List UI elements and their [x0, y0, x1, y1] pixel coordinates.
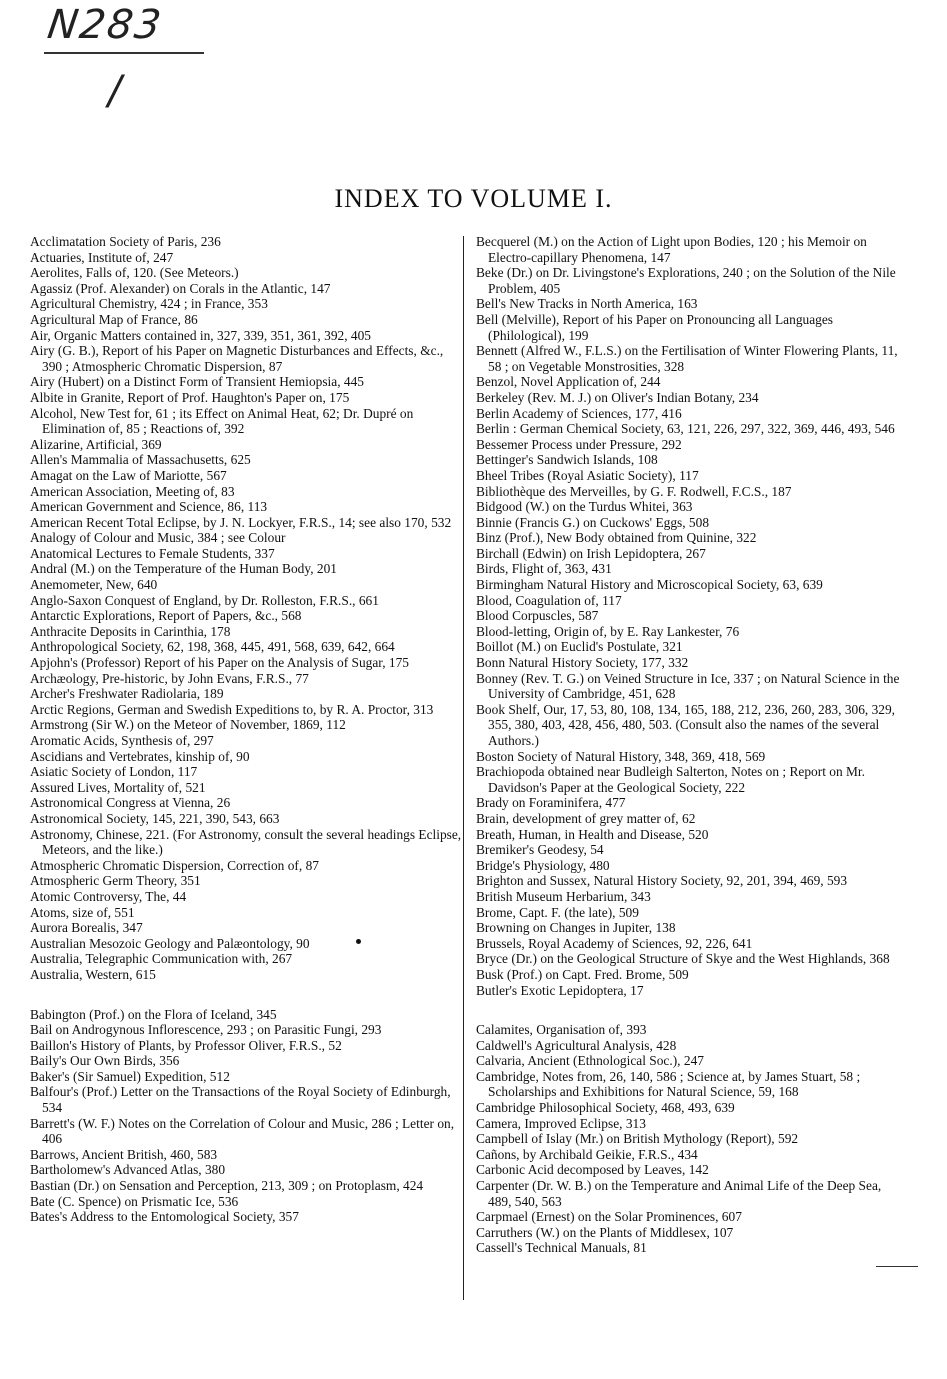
index-entry: Cañons, by Archibald Geikie, F.R.S., 434: [476, 1146, 698, 1162]
index-entry: Aerolites, Falls of, 120. (See Meteors.): [30, 265, 239, 281]
index-entry: Busk (Prof.) on Capt. Fred. Brome, 509: [476, 966, 689, 982]
stray-dash: [876, 1266, 918, 1267]
index-entry: Australia, Telegraphic Communication with, 267: [30, 951, 293, 967]
index-entry: Carpenter (Dr. W. B.) on the Temperature and Animal Life of the Deep Sea, 489, 540, 563: [476, 1178, 882, 1209]
index-entry: Bate (C. Spence) on Prismatic Ice, 536: [30, 1193, 239, 1209]
index-entry: Baker's (Sir Samuel) Expedition, 512: [30, 1068, 230, 1084]
index-entry: Assured Lives, Mortality of, 521: [30, 779, 206, 795]
index-entry: Carruthers (W.) on the Plants of Middlesex, 107: [476, 1224, 734, 1240]
index-entry: Archæology, Pre-historic, by John Evans, F.R.S., 77: [30, 670, 309, 686]
index-entry: Atoms, size of, 551: [30, 904, 135, 920]
index-entry: Australia, Western, 615: [30, 966, 156, 982]
index-entry: Calvaria, Ancient (Ethnological Soc.), 247: [476, 1053, 704, 1069]
index-entry: Birmingham Natural History and Microscopical Society, 63, 639: [476, 577, 823, 593]
index-entry: Bheel Tribes (Royal Asiatic Society), 117: [476, 467, 699, 483]
index-entry: Albite in Granite, Report of Prof. Haughton's Paper on, 175: [30, 389, 350, 405]
index-entry: Caldwell's Agricultural Analysis, 428: [476, 1037, 677, 1053]
index-entry: Airy (G. B.), Report of his Paper on Magnetic Disturbances and Effects, &c., 390 ; Atmospheric Chromatic Dispersion, 87: [30, 343, 444, 374]
index-entry: Boston Society of Natural History, 348, 369, 418, 569: [476, 748, 766, 764]
index-entry: Berlin : German Chemical Society, 63, 121, 226, 297, 322, 369, 446, 493, 546: [476, 421, 895, 437]
index-entry: Brighton and Sussex, Natural History Society, 92, 201, 394, 469, 593: [476, 873, 848, 889]
index-entry: Agassiz (Prof. Alexander) on Corals in the Atlantic, 147: [30, 280, 331, 296]
index-entry: Apjohn's (Professor) Report of his Paper on the Analysis of Sugar, 175: [30, 655, 410, 671]
section-gap: [30, 983, 462, 1007]
index-entry: Baillon's History of Plants, by Professor Oliver, F.R.S., 52: [30, 1037, 342, 1053]
index-column-right: [476, 234, 906, 1256]
index-entry: Arctic Regions, German and Swedish Expeditions to, by R. A. Proctor, 313: [30, 701, 434, 717]
index-entry: American Recent Total Eclipse, by J. N. Lockyer, F.R.S., 14; see also 170, 532: [30, 514, 452, 530]
index-entry: Baily's Our Own Birds, 356: [30, 1053, 180, 1069]
index-entry: Birds, Flight of, 363, 431: [476, 561, 612, 577]
index-entry: Antarctic Explorations, Report of Papers, &c., 568: [30, 608, 302, 624]
index-entry: Brady on Foraminifera, 477: [476, 795, 626, 811]
index-entry: Anthropological Society, 62, 198, 368, 445, 491, 568, 639, 642, 664: [30, 639, 395, 655]
index-entry: American Association, Meeting of, 83: [30, 483, 235, 499]
index-entry: Breath, Human, in Health and Disease, 520: [476, 826, 709, 842]
index-entry: Boillot (M.) on Euclid's Postulate, 321: [476, 639, 683, 655]
index-entry: Acclimatation Society of Paris, 236: [30, 234, 221, 249]
index-entry: Bastian (Dr.) on Sensation and Perception, 213, 309 ; on Protoplasm, 424: [30, 1178, 424, 1194]
index-entry: Bennett (Alfred W., F.L.S.) on the Fertilisation of Winter Flowering Plants, 11, 58 ; on Vegetable Monstrosities, 328: [476, 343, 898, 374]
column-divider: [463, 236, 464, 1300]
index-entry: Blood-letting, Origin of, by E. Ray Lankester, 76: [476, 623, 740, 639]
index-entry: Bates's Address to the Entomological Society, 357: [30, 1209, 299, 1225]
index-entry: Australian Mesozoic Geology and Palæontology, 90: [30, 935, 310, 951]
index-entry: Book Shelf, Our, 17, 53, 80, 108, 134, 165, 188, 212, 236, 260, 283, 306, 329, 355, 380, 403, 428, 456, 480, 503. (Consult also the names of the several Authors.): [476, 701, 896, 748]
index-entry: Beke (Dr.) on Dr. Livingstone's Explorations, 240 ; on the Solution of the Nile Problem, 405: [476, 265, 896, 296]
index-entry: Brain, development of grey matter of, 62: [476, 810, 696, 826]
index-entry: Campbell of Islay (Mr.) on British Mythology (Report), 592: [476, 1131, 799, 1147]
index-entry: Bell's New Tracks in North America, 163: [476, 296, 698, 312]
index-entry: Cassell's Technical Manuals, 81: [476, 1240, 647, 1256]
section-gap: [476, 998, 906, 1022]
index-entry: Carbonic Acid decomposed by Leaves, 142: [476, 1162, 709, 1178]
index-entry: Binz (Prof.), New Body obtained from Quinine, 322: [476, 530, 757, 546]
index-entry: Alizarine, Artificial, 369: [30, 436, 162, 452]
index-entry: Allen's Mammalia of Massachusetts, 625: [30, 452, 251, 468]
index-entry: Anemometer, New, 640: [30, 577, 158, 593]
index-entry: Aromatic Acids, Synthesis of, 297: [30, 733, 214, 748]
index-entry: Bail on Androgynous Inflorescence, 293 ; on Parasitic Fungi, 293: [30, 1022, 382, 1038]
index-entry: Bryce (Dr.) on the Geological Structure of Skye and the West Highlands, 368: [476, 951, 890, 967]
index-entry: Atmospheric Chromatic Dispersion, Correction of, 87: [30, 857, 319, 873]
index-entry: Brome, Capt. F. (the late), 509: [476, 904, 639, 920]
index-entry: Bettinger's Sandwich Islands, 108: [476, 452, 658, 468]
index-entry: Berkeley (Rev. M. J.) on Oliver's Indian Botany, 234: [476, 389, 759, 405]
index-entry: Amagat on the Law of Mariotte, 567: [30, 467, 227, 483]
index-entry: Butler's Exotic Lepidoptera, 17: [476, 982, 644, 998]
index-entry: Berlin Academy of Sciences, 177, 416: [476, 405, 682, 421]
index-entry: Armstrong (Sir W.) on the Meteor of November, 1869, 112: [30, 717, 346, 733]
index-entry: Aurora Borealis, 347: [30, 920, 143, 936]
index-entry: Barrett's (W. F.) Notes on the Correlation of Colour and Music, 286 ; Letter on, 406: [30, 1115, 455, 1147]
index-entry: Cambridge Philosophical Society, 468, 493, 639: [476, 1100, 735, 1116]
index-entry: Anatomical Lectures to Female Students, 337: [30, 545, 275, 561]
index-entry: Air, Organic Matters contained in, 327, 339, 351, 361, 392, 405: [30, 327, 371, 343]
index-entry: Airy (Hubert) on a Distinct Form of Transient Hemiopsia, 445: [30, 374, 364, 390]
index-entry: Atomic Controversy, The, 44: [30, 888, 187, 904]
index-entry: Bridge's Physiology, 480: [476, 857, 610, 873]
index-entry: Atmospheric Germ Theory, 351: [30, 873, 201, 889]
index-entry: Bonn Natural History Society, 177, 332: [476, 655, 689, 671]
index-entry: Becquerel (M.) on the Action of Light upon Bodies, 120 ; his Memoir on Electro-capillary Phenomena, 147: [476, 234, 867, 265]
index-entry: Agricultural Map of France, 86: [30, 311, 198, 327]
index-entry: Binnie (Francis G.) on Cuckows' Eggs, 508: [476, 514, 710, 530]
index-entry: Cambridge, Notes from, 26, 140, 586 ; Science at, by James Stuart, 58 ; Scholarships and Exhibitions for Natural Science, 59, 168: [476, 1068, 861, 1100]
index-entry: Bibliothèque des Merveilles, by G. F. Rodwell, F.C.S., 187: [476, 483, 792, 499]
page-title: INDEX TO VOLUME I.: [334, 184, 613, 213]
handwritten-underline: [44, 52, 204, 54]
index-entry: Agricultural Chemistry, 424 ; in France, 353: [30, 296, 268, 312]
index-entry: Analogy of Colour and Music, 384 ; see Colour: [30, 530, 286, 546]
index-entry: Bidgood (W.) on the Turdus Whitei, 363: [476, 499, 693, 515]
index-entry: Bell (Melville), Report of his Paper on Pronouncing all Languages (Philological), 199: [476, 311, 834, 343]
index-entry: Anglo-Saxon Conquest of England, by Dr. Rolleston, F.R.S., 661: [30, 592, 379, 608]
index-entry: Bessemer Process under Pressure, 292: [476, 436, 682, 452]
index-entry: Barrows, Ancient British, 460, 583: [30, 1146, 218, 1162]
index-entry: Benzol, Novel Application of, 244: [476, 374, 661, 390]
index-entry: Bonney (Rev. T. G.) on Veined Structure in Ice, 337 ; on Natural Science in the University of Cambridge, 451, 628: [476, 670, 900, 702]
index-column-left: [30, 234, 462, 1225]
index-entry: Bartholomew's Advanced Atlas, 380: [30, 1162, 226, 1178]
index-entry: Babington (Prof.) on the Flora of Iceland, 345: [30, 1006, 277, 1022]
index-entry: Astronomy, Chinese, 221. (For Astronomy, consult the several headings Eclipse, Meteors, and the like.): [30, 826, 462, 858]
index-entry: Astronomical Congress at Vienna, 26: [30, 795, 231, 811]
index-entry: Brachiopoda obtained near Budleigh Salterton, Notes on ; Report on Mr. Davidson's Paper at the Geological Society, 222: [476, 764, 865, 795]
index-entry: Blood, Coagulation of, 117: [476, 592, 622, 608]
index-entry: Bremiker's Geodesy, 54: [476, 842, 604, 858]
index-entry: Birchall (Edwin) on Irish Lepidoptera, 267: [476, 545, 706, 561]
index-entry: Astronomical Society, 145, 221, 390, 543, 663: [30, 810, 280, 826]
index-entry: Anthracite Deposits in Carinthia, 178: [30, 623, 231, 639]
handwritten-volume-number: N283: [44, 2, 166, 48]
index-entry: Camera, Improved Eclipse, 313: [476, 1115, 646, 1131]
index-entry: American Government and Science, 86, 113: [30, 499, 268, 515]
index-entry: British Museum Herbarium, 343: [476, 888, 651, 904]
index-entry: Actuaries, Institute of, 247: [30, 249, 174, 265]
index-entry: Carpmael (Ernest) on the Solar Prominences, 607: [476, 1209, 742, 1225]
index-entry: Brussels, Royal Academy of Sciences, 92, 226, 641: [476, 935, 753, 951]
index-entry: Archer's Freshwater Radiolaria, 189: [30, 686, 224, 702]
stray-dot: [356, 939, 361, 944]
index-entry: Balfour's (Prof.) Letter on the Transactions of the Royal Society of Edinburgh, 534: [30, 1084, 451, 1116]
index-entry: Alcohol, New Test for, 61 ; its Effect on Animal Heat, 62; Dr. Dupré on Elimination of, 85 ; Reactions of, 392: [30, 405, 414, 437]
index-entry: Calamites, Organisation of, 393: [476, 1022, 647, 1038]
index-entry: Browning on Changes in Jupiter, 138: [476, 920, 676, 936]
handwritten-mark: /: [108, 68, 122, 114]
index-entry: Blood Corpuscles, 587: [476, 608, 599, 624]
index-entry: Asiatic Society of London, 117: [30, 764, 198, 780]
index-entry: Andral (M.) on the Temperature of the Human Body, 201: [30, 561, 337, 577]
index-entry: Ascidians and Vertebrates, kinship of, 90: [30, 748, 250, 764]
